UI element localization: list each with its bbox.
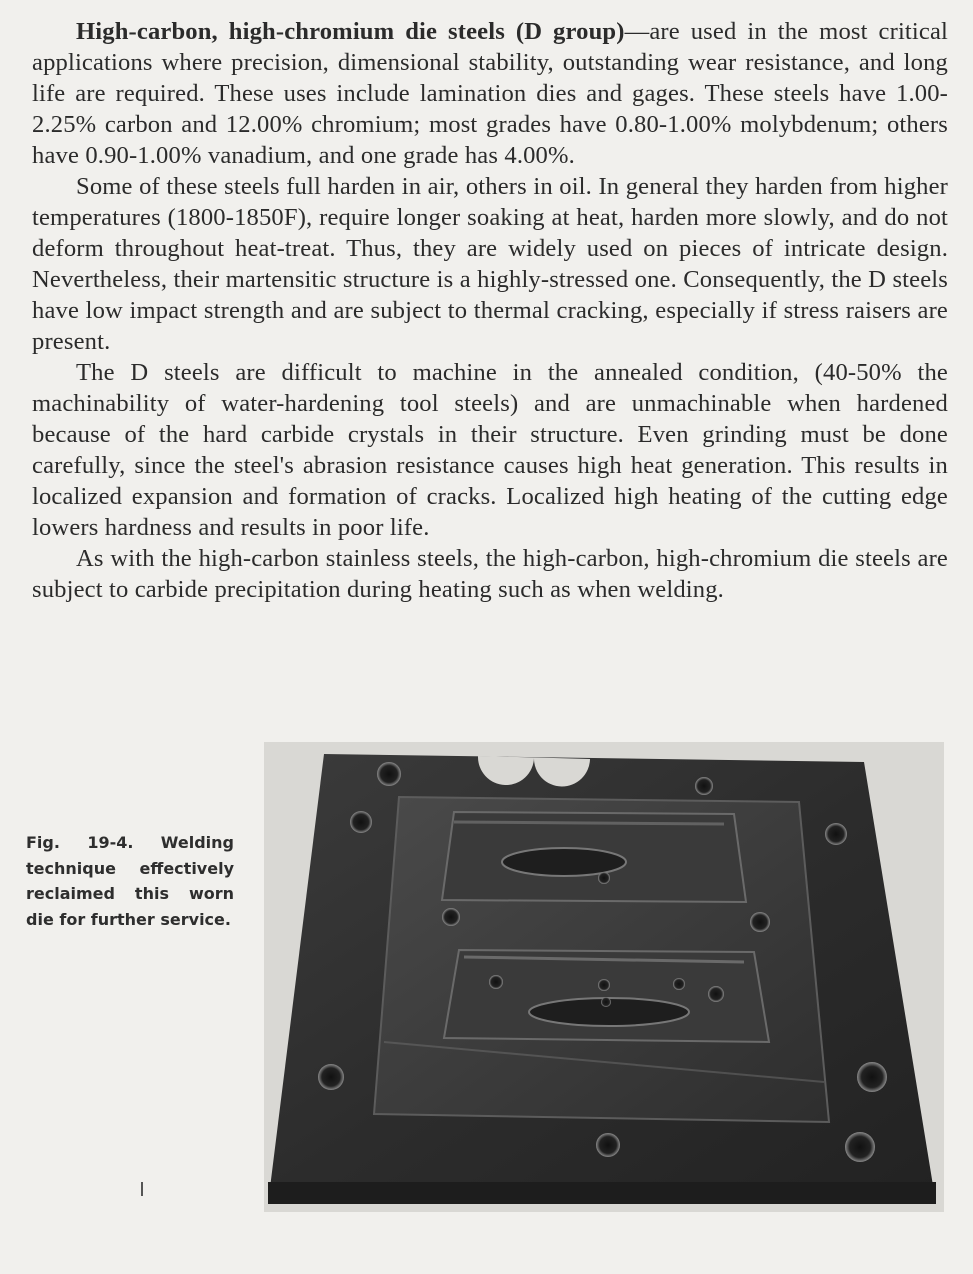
die-photo-image — [264, 742, 944, 1212]
section-heading: High-carbon, high-chromium die steels (D group) — [76, 18, 625, 45]
die-photo — [264, 742, 944, 1212]
paragraph-4: As with the high-carbon stainless steels, the high-carbon, high-chromium die steels are subject to carbide precipitation during heating such as when welding. — [32, 545, 948, 603]
figure-caption: Fig. 19-4. Welding technique effectively reclaimed this worn die for further service. — [26, 833, 234, 929]
paragraph-1-text: —are used in the most critical applications where precision, dimensional stability, outstanding wear resistance, and long life are required. These uses include lamination dies and gages. These steels have 1.00-2.25% carbon and 12.00% chromium; most grades have 0.80-1.00% molybdenum; others have 0.90-1.00% vanadium, and one grade has 4.00%. — [32, 18, 949, 169]
article-body — [32, 16, 948, 605]
margin-mark — [141, 1182, 143, 1196]
paragraph-1 — [32, 16, 948, 171]
paragraph-3: The D steels are difficult to machine in the annealed condition, (40-50% the machinability of water-hardening tool steels) and are unmachinable when hardened because of the hard carbide crystals in their structure. Even grinding must be done carefully, since the steel's abrasion resistance causes high heat generation. This results in localized expansion and formation of cracks. Localized high heating of the cutting edge lowers hardness and results in poor life. — [32, 359, 948, 541]
paragraph-2: Some of these steels full harden in air, others in oil. In general they harden from higher temperatures (1800-1850F), require longer soaking at heat, harden more slowly, and do not deform throughout heat-treat. Thus, they are widely used on pieces of intricate design. Nevertheless, their martensitic structure is a highly-stressed one. Consequently, the D steels have low impact strength and are subject to thermal cracking, especially if stress raisers are present. — [32, 173, 948, 355]
